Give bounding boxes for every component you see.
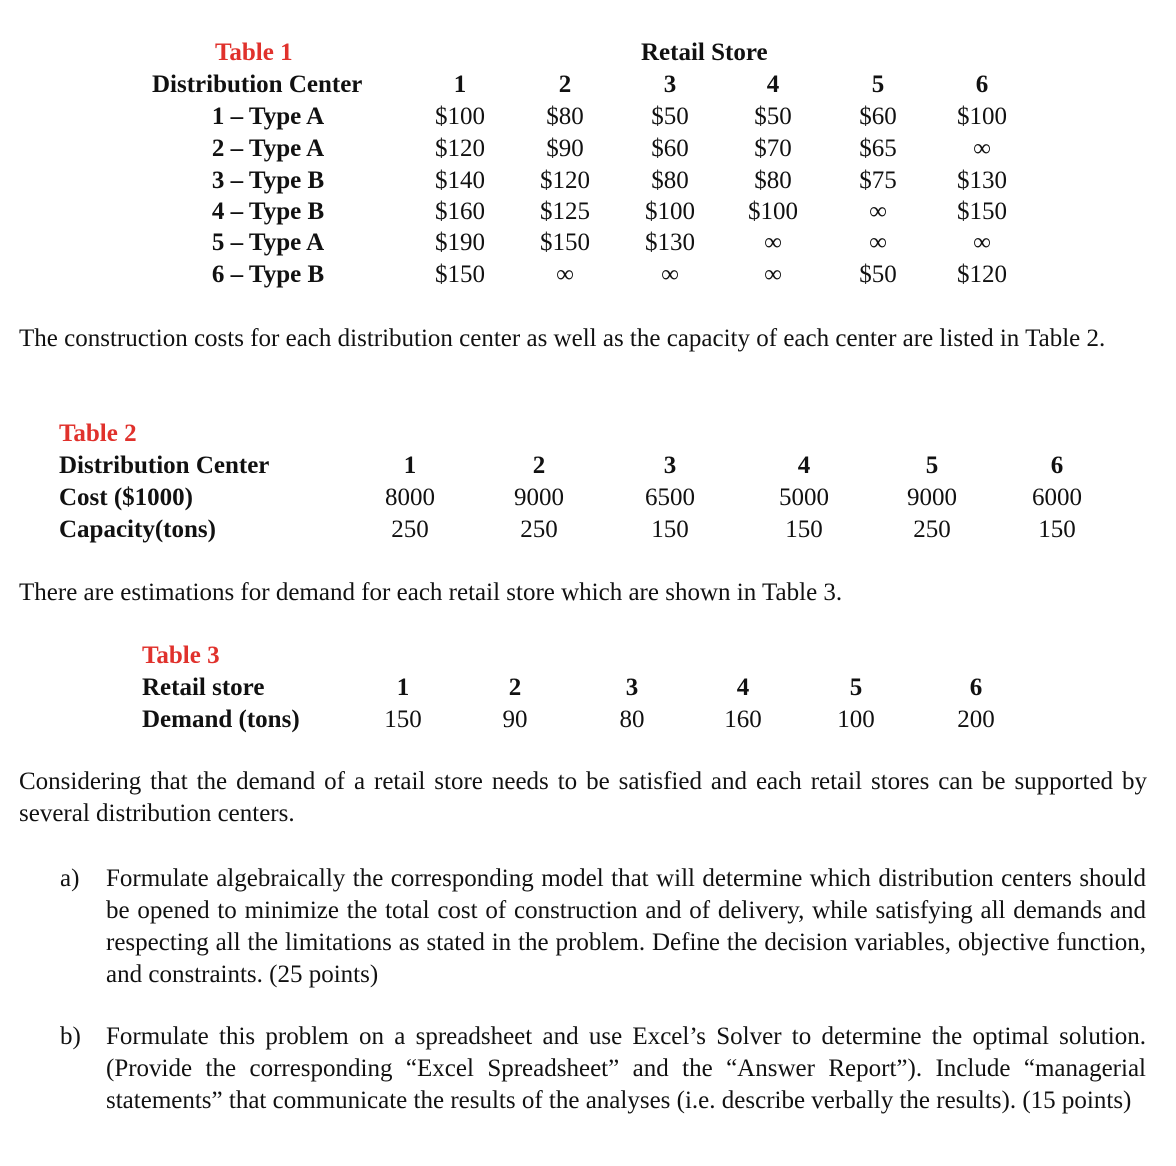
table-1-cell: $125 [540,198,590,225]
table-1-cell: $60 [651,135,689,162]
table-1-cell: $120 [540,167,590,194]
table-2-col-header: 2 [532,452,546,479]
table-1-row-label: 3 – Type B [211,167,325,194]
table-1-row-label: 1 – Type A [211,103,325,130]
table-3-cell: 80 [619,706,645,733]
table-1-cell: $90 [546,135,584,162]
table-1-cell: ∞ [661,261,679,288]
table-1-col-header: 2 [558,71,572,98]
table-1-col-header: 3 [663,71,677,98]
table-2-cell: 150 [1038,516,1076,543]
table-1-row-label: 5 – Type A [211,229,325,256]
table-1-cell: $100 [957,103,1007,130]
table-1-cell: $120 [435,135,485,162]
paragraph-considering: Considering that the demand of a retail store needs to be satisfied and each retail stores can be supported by several distribution centers. [19,768,1147,827]
table-2-col-header: 3 [663,452,677,479]
table-3-cell: 200 [957,706,995,733]
table-3-row-label: Demand (tons) [142,706,300,733]
table-1-col-header: 6 [975,71,989,98]
table-1-cell: $100 [748,198,798,225]
table-1-col-header: 1 [453,71,467,98]
question-a-label: a) [60,865,80,892]
table-2-cell: 6000 [1032,484,1082,511]
table-1-header-group: Retail Store [641,39,768,66]
table-3-cell: 150 [384,706,422,733]
table-1-cell: $160 [435,198,485,225]
table-1-cell: $130 [645,229,695,256]
table-1-row-header: Distribution Center [152,71,363,98]
table-1-col-header: 4 [766,71,780,98]
table-1-cell: $140 [435,167,485,194]
table-2-cell: 9000 [907,484,957,511]
question-a-text: Formulate algebraically the corresponding model that will determine which distribution centers should be opened to minimize the total cost of construction and of delivery, while satisfying all demands and respecting all the limitations as stated in the problem. Define the decision variables, objective function, and constraints. (25 points) [106,865,1146,988]
question-b [60,1021,1146,1117]
table-2-cell: 250 [391,516,429,543]
table-2-cell: 250 [520,516,558,543]
table-1-cell: $50 [859,261,897,288]
table-1-cell: $150 [957,198,1007,225]
table-2-col-header: 6 [1050,452,1064,479]
table-1-cell: $100 [645,198,695,225]
table-1-cell: $150 [435,261,485,288]
table-1-cell: $120 [957,261,1007,288]
table-1-title: Table 1 [215,39,293,66]
table-1-cell: ∞ [764,261,782,288]
table-1-cell: $75 [859,167,897,194]
table-3-title: Table 3 [142,642,220,669]
table-1-cell: $130 [957,167,1007,194]
table-1-cell: $100 [435,103,485,130]
table-1-cell: ∞ [556,261,574,288]
table-1-cell: $190 [435,229,485,256]
table-1-row-label: 2 – Type A [211,135,325,162]
table-3-cell: 160 [724,706,762,733]
table-1-cell: $50 [754,103,792,130]
table-3-col-header: 6 [969,674,983,701]
table-2-col-header: 1 [403,452,417,479]
table-2-row-label: Cost ($1000) [59,484,194,511]
question-a [60,863,1146,991]
table-1-cell: $70 [754,135,792,162]
paragraph-demand-estimations: There are estimations for demand for each retail store which are shown in Table 3. [19,579,843,606]
table-3-col-header: 5 [849,674,863,701]
table-2-col-header: 5 [925,452,939,479]
table-2-title: Table 2 [59,420,137,447]
table-3-cell: 100 [837,706,875,733]
table-1-cell: $150 [540,229,590,256]
table-1-cell: $50 [651,103,689,130]
table-3-row-label: Retail store [142,674,265,701]
table-1-cell: ∞ [764,229,782,256]
table-3-col-header: 1 [396,674,410,701]
table-2-cell: 5000 [779,484,829,511]
table-2-cell: 150 [651,516,689,543]
table-3-col-header: 4 [736,674,750,701]
table-2-cell: 250 [913,516,951,543]
table-2-cell: 9000 [514,484,564,511]
table-2-cell: 150 [785,516,823,543]
table-1-row-label: 4 – Type B [211,198,325,225]
table-3-col-header: 2 [508,674,522,701]
table-1-cell: ∞ [973,135,991,162]
table-1-cell: $80 [651,167,689,194]
table-2-row-label: Capacity(tons) [59,516,216,543]
table-1-cell: $80 [754,167,792,194]
table-3-col-header: 3 [625,674,639,701]
table-1-cell: ∞ [869,198,887,225]
table-2-cell: 6500 [645,484,695,511]
table-1-cell: ∞ [973,229,991,256]
table-1-cell: $60 [859,103,897,130]
question-b-label: b) [60,1023,81,1050]
question-b-text: Formulate this problem on a spreadsheet and use Excel’s Solver to determine the optimal solution. (Provide the corresponding “Excel Spreadsheet” and the “Answer Report”). Include “managerial statements” that communicate the results of the analyses (i.e. describe verbally the results). (15 points) [106,1023,1146,1114]
table-1-cell: ∞ [869,229,887,256]
table-2-row-label: Distribution Center [59,452,270,479]
table-1-cell: $80 [546,103,584,130]
paragraph-construction-costs: The construction costs for each distribution center as well as the capacity of each center are listed in Table 2. [19,325,1106,352]
table-2-col-header: 4 [797,452,811,479]
table-1-row-label: 6 – Type B [211,261,325,288]
table-3-cell: 90 [502,706,528,733]
table-1-cell: $65 [859,135,897,162]
table-2-cell: 8000 [385,484,435,511]
table-1-col-header: 5 [871,71,885,98]
